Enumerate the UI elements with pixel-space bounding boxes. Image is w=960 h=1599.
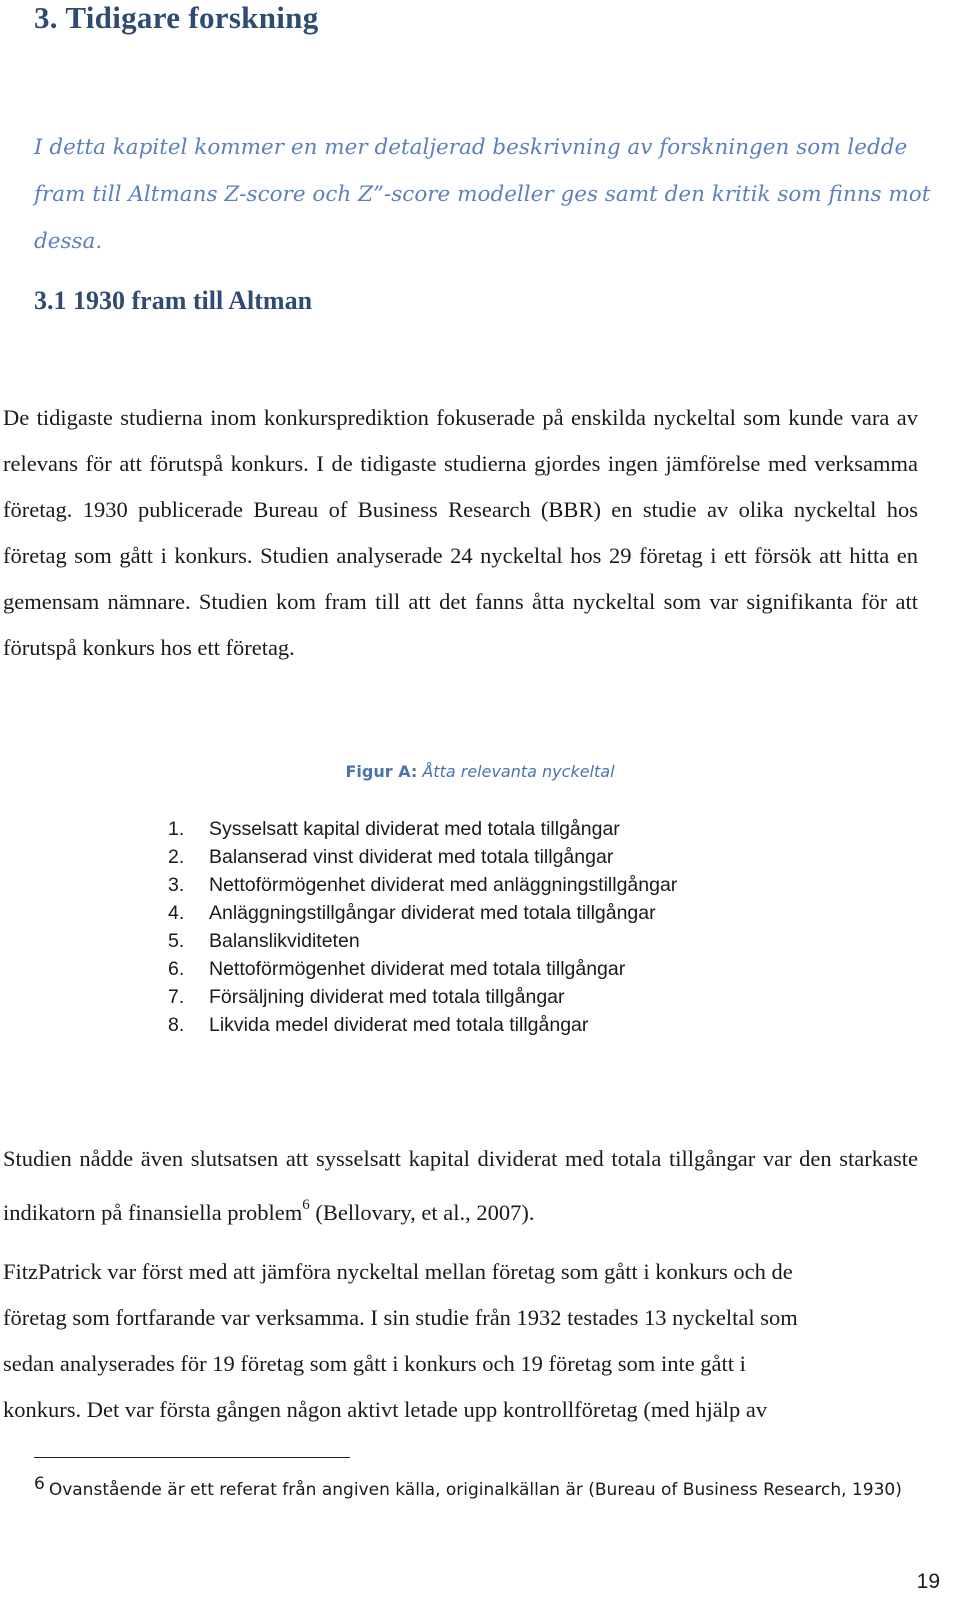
- list-text: Nettoförmögenhet dividerat med anläggningstillgångar: [209, 874, 678, 896]
- page-number: 19: [916, 1570, 940, 1593]
- list-text: Balanserad vinst dividerat med totala tillgångar: [209, 846, 614, 868]
- list-text: Likvida medel dividerat med totala tillgångar: [209, 1014, 589, 1036]
- list-number: 3.: [168, 874, 185, 896]
- paragraph-fitzpatrick: [3, 1249, 918, 1433]
- list-number: 8.: [168, 1014, 185, 1036]
- list-item: [168, 843, 677, 871]
- paragraph-line: konkurs. Det var första gången någon aktivt letade upp kontrollföretag (med hjälp av: [3, 1397, 768, 1422]
- paragraph-text: Studien nådde även slutsatsen att sysselsatt kapital dividerat med totala tillgångar var den starkaste indikatorn på finansiella problem: [3, 1146, 918, 1225]
- chapter-heading: 3. Tidigare forskning: [34, 0, 319, 35]
- footnote-reference[interactable]: 6: [302, 1197, 310, 1213]
- ratio-list: [168, 815, 677, 1039]
- list-item: [168, 983, 677, 1011]
- list-text: Nettoförmögenhet dividerat med totala tillgångar: [209, 958, 626, 980]
- paragraph-line: FitzPatrick var först med att jämföra nyckeltal mellan företag som gått i konkurs och de: [3, 1259, 793, 1284]
- chapter-intro: I detta kapitel kommer en mer detaljerad beskrivning av forskningen som ledde fram till Altmans Z-score och Z”-score modeller ges samt den kritik som finns mot dessa.: [34, 135, 931, 254]
- section-heading: 3.1 1930 fram till Altman: [34, 286, 313, 315]
- list-text: Anläggningstillgångar dividerat med totala tillgångar: [209, 902, 656, 924]
- paragraph-conclusion: [3, 1136, 918, 1236]
- list-number: 7.: [168, 986, 185, 1008]
- list-number: 5.: [168, 930, 185, 952]
- list-item: [168, 815, 677, 843]
- list-item: [168, 955, 677, 983]
- list-item: [168, 871, 677, 899]
- list-number: 4.: [168, 902, 185, 924]
- list-item: [168, 927, 677, 955]
- list-text: Sysselsatt kapital dividerat med totala tillgångar: [209, 818, 620, 840]
- footnote-marker: 6: [34, 1474, 45, 1494]
- footnote-divider: [34, 1457, 350, 1458]
- figure-label: Figur A:: [345, 762, 418, 781]
- footnote: [34, 1470, 934, 1504]
- paragraph-line: sedan analyserades för 19 företag som gått i konkurs och 19 företag som inte gått i: [3, 1351, 746, 1376]
- list-number: 6.: [168, 958, 185, 980]
- list-number: 1.: [168, 818, 185, 840]
- figure-caption: [0, 762, 960, 781]
- list-item: [168, 899, 677, 927]
- citation-text: (Bellovary, et al., 2007).: [309, 1200, 535, 1225]
- figure-title: Åtta relevanta nyckeltal: [422, 762, 615, 781]
- list-text: Försäljning dividerat med totala tillgångar: [209, 986, 565, 1008]
- list-item: [168, 1011, 677, 1039]
- paragraph-bbr-study: De tidigaste studierna inom konkursprediktion fokuserade på enskilda nyckeltal som kunde vara av relevans för att förutspå konkurs. I de tidigaste studierna gjordes ingen jämförelse med verksamma företag. 1930 publicerade Bureau of Business Research (BBR) en studie av olika nyckeltal hos företag som gått i konkurs. Studien analyserade 24 nyckeltal hos 29 företag i ett försök att hitta en gemensam nämnare. Studien kom fram till att det fanns åtta nyckeltal som var signifikanta för att förutspå konkurs hos ett företag.: [3, 405, 918, 660]
- footnote-text: Ovanstående är ett referat från angiven källa, originalkällan är (Bureau of Business Research, 1930): [48, 1480, 902, 1500]
- list-number: 2.: [168, 846, 185, 868]
- paragraph-line: företag som fortfarande var verksamma. I sin studie från 1932 testades 13 nyckeltal som: [3, 1305, 798, 1330]
- list-text: Balanslikviditeten: [209, 930, 360, 952]
